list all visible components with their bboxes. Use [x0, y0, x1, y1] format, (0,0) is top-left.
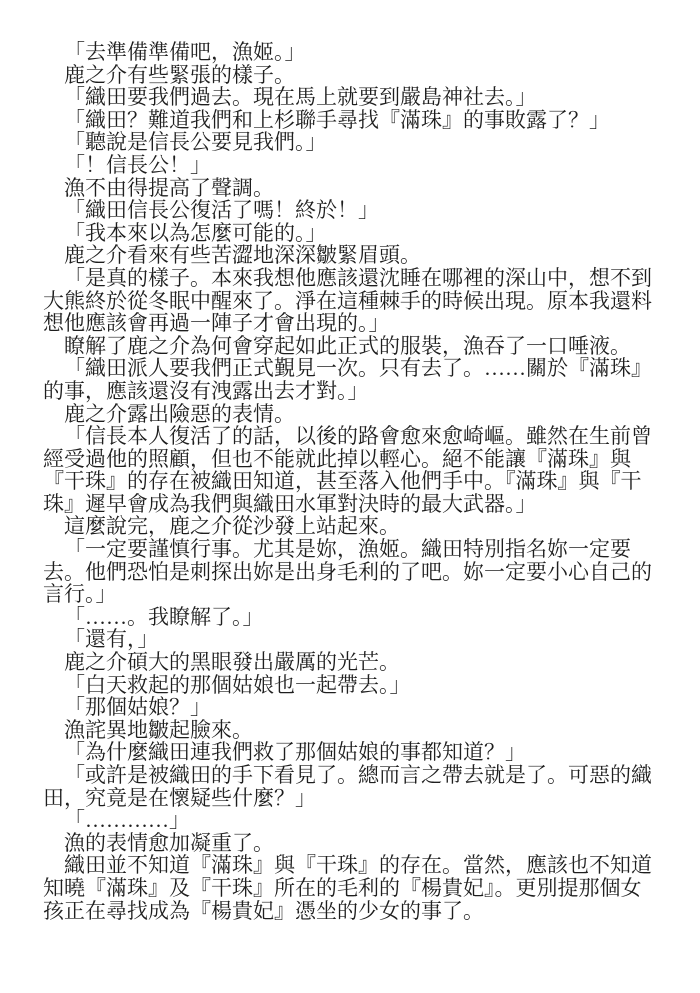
- text-line: 漁詫異地皺起臉來。: [64, 717, 253, 742]
- text-line: 「那個姑娘？」: [64, 695, 211, 720]
- text-line: 言行。」: [43, 582, 117, 607]
- text-line: 「…………」: [64, 808, 190, 833]
- text-line: 大熊終於從冬眠中醒來了。淨在這種棘手的時候出現。原本我還料: [43, 288, 652, 313]
- text-line: 「還有，」: [64, 627, 159, 652]
- text-line: 「織田要我們過去。現在馬上就要到嚴島神社去。」: [64, 85, 537, 110]
- text-line: 這麼說完，鹿之介從沙發上站起來。: [64, 514, 400, 539]
- text-line: 「去準備準備吧，漁姬。」: [64, 40, 306, 64]
- text-line: 去。他們恐怕是刺探出妳是出身毛利的了吧。妳一定要小心自己的: [43, 559, 652, 584]
- text-line: 鹿之介碩大的黑眼發出嚴厲的光芒。: [64, 650, 400, 675]
- text-line: 知曉『滿珠』及『干珠』所在的毛利的『楊貴妃』。更別提那個女: [43, 875, 642, 900]
- text-line: 鹿之介看來有些苦澀地深深皺緊眉頭。: [64, 243, 421, 268]
- text-line: 漁的表情愈加凝重了。: [64, 830, 274, 855]
- text-line: 鹿之介有些緊張的樣子。: [64, 62, 295, 87]
- text-line: 「或許是被織田的手下看見了。總而言之帶去就是了。可惡的織: [64, 763, 652, 787]
- text-line: 「白天救起的那個姑娘也一起帶去。」: [64, 672, 411, 697]
- text-line: 田，究竟是在懷疑些什麼？」: [43, 785, 316, 810]
- text-line: 珠』遲早會成為我們與織田水軍對決時的最大武器。」: [43, 491, 537, 516]
- text-line: 「！信長公！」: [64, 152, 211, 177]
- text-line: 經受過他的照顧，但也不能就此掉以輕心。絕不能讓『滿珠』與: [43, 446, 631, 471]
- text-line: 「我本來以為怎麼可能的。」: [64, 220, 327, 245]
- text-line: 鹿之介露出險惡的表情。: [64, 401, 295, 426]
- text-line: 「織田信長公復活了嗎！終於！」: [64, 198, 379, 223]
- text-line: 「信長本人復活了的話，以後的路會愈來愈崎嶇。雖然在生前曾: [64, 424, 652, 449]
- text-line: 孩正在尋找成為『楊貴妃』憑坐的少女的事了。: [43, 898, 484, 923]
- text-line: 「是真的樣子。本來我想他應該還沈睡在哪裡的深山中，想不到: [64, 265, 652, 290]
- text-line: 「織田？難道我們和上杉聯手尋找『滿珠』的事敗露了？」: [64, 107, 610, 132]
- text-line: 「為什麼織田連我們救了那個姑娘的事都知道？」: [64, 740, 526, 765]
- text-line: 「一定要謹慎行事。尤其是妳，漁姬。織田特別指名妳一定要: [64, 537, 631, 562]
- text-line: 織田並不知道『滿珠』與『干珠』的存在。當然，應該也不知道: [64, 853, 652, 878]
- text-line: 「聽說是信長公要見我們。」: [64, 130, 327, 155]
- text-line: 「……。我瞭解了。」: [64, 604, 264, 629]
- text-line: 漁不由得提高了聲調。: [64, 175, 274, 200]
- text-line: 想他應該會再過一陣子才會出現的。」: [43, 311, 390, 336]
- text-line: 的事，應該還沒有洩露出去才對。」: [43, 378, 369, 403]
- text-line: 瞭解了鹿之介為何會穿起如此正式的服裝，漁吞了一口唾液。: [64, 333, 631, 358]
- page-text: [43, 41, 661, 922]
- text-line: 『干珠』的存在被織田知道，甚至落入他們手中。『滿珠』與『干: [43, 469, 642, 494]
- text-line: 「織田派人要我們正式覲見一次。只有去了。……關於『滿珠』: [64, 356, 652, 381]
